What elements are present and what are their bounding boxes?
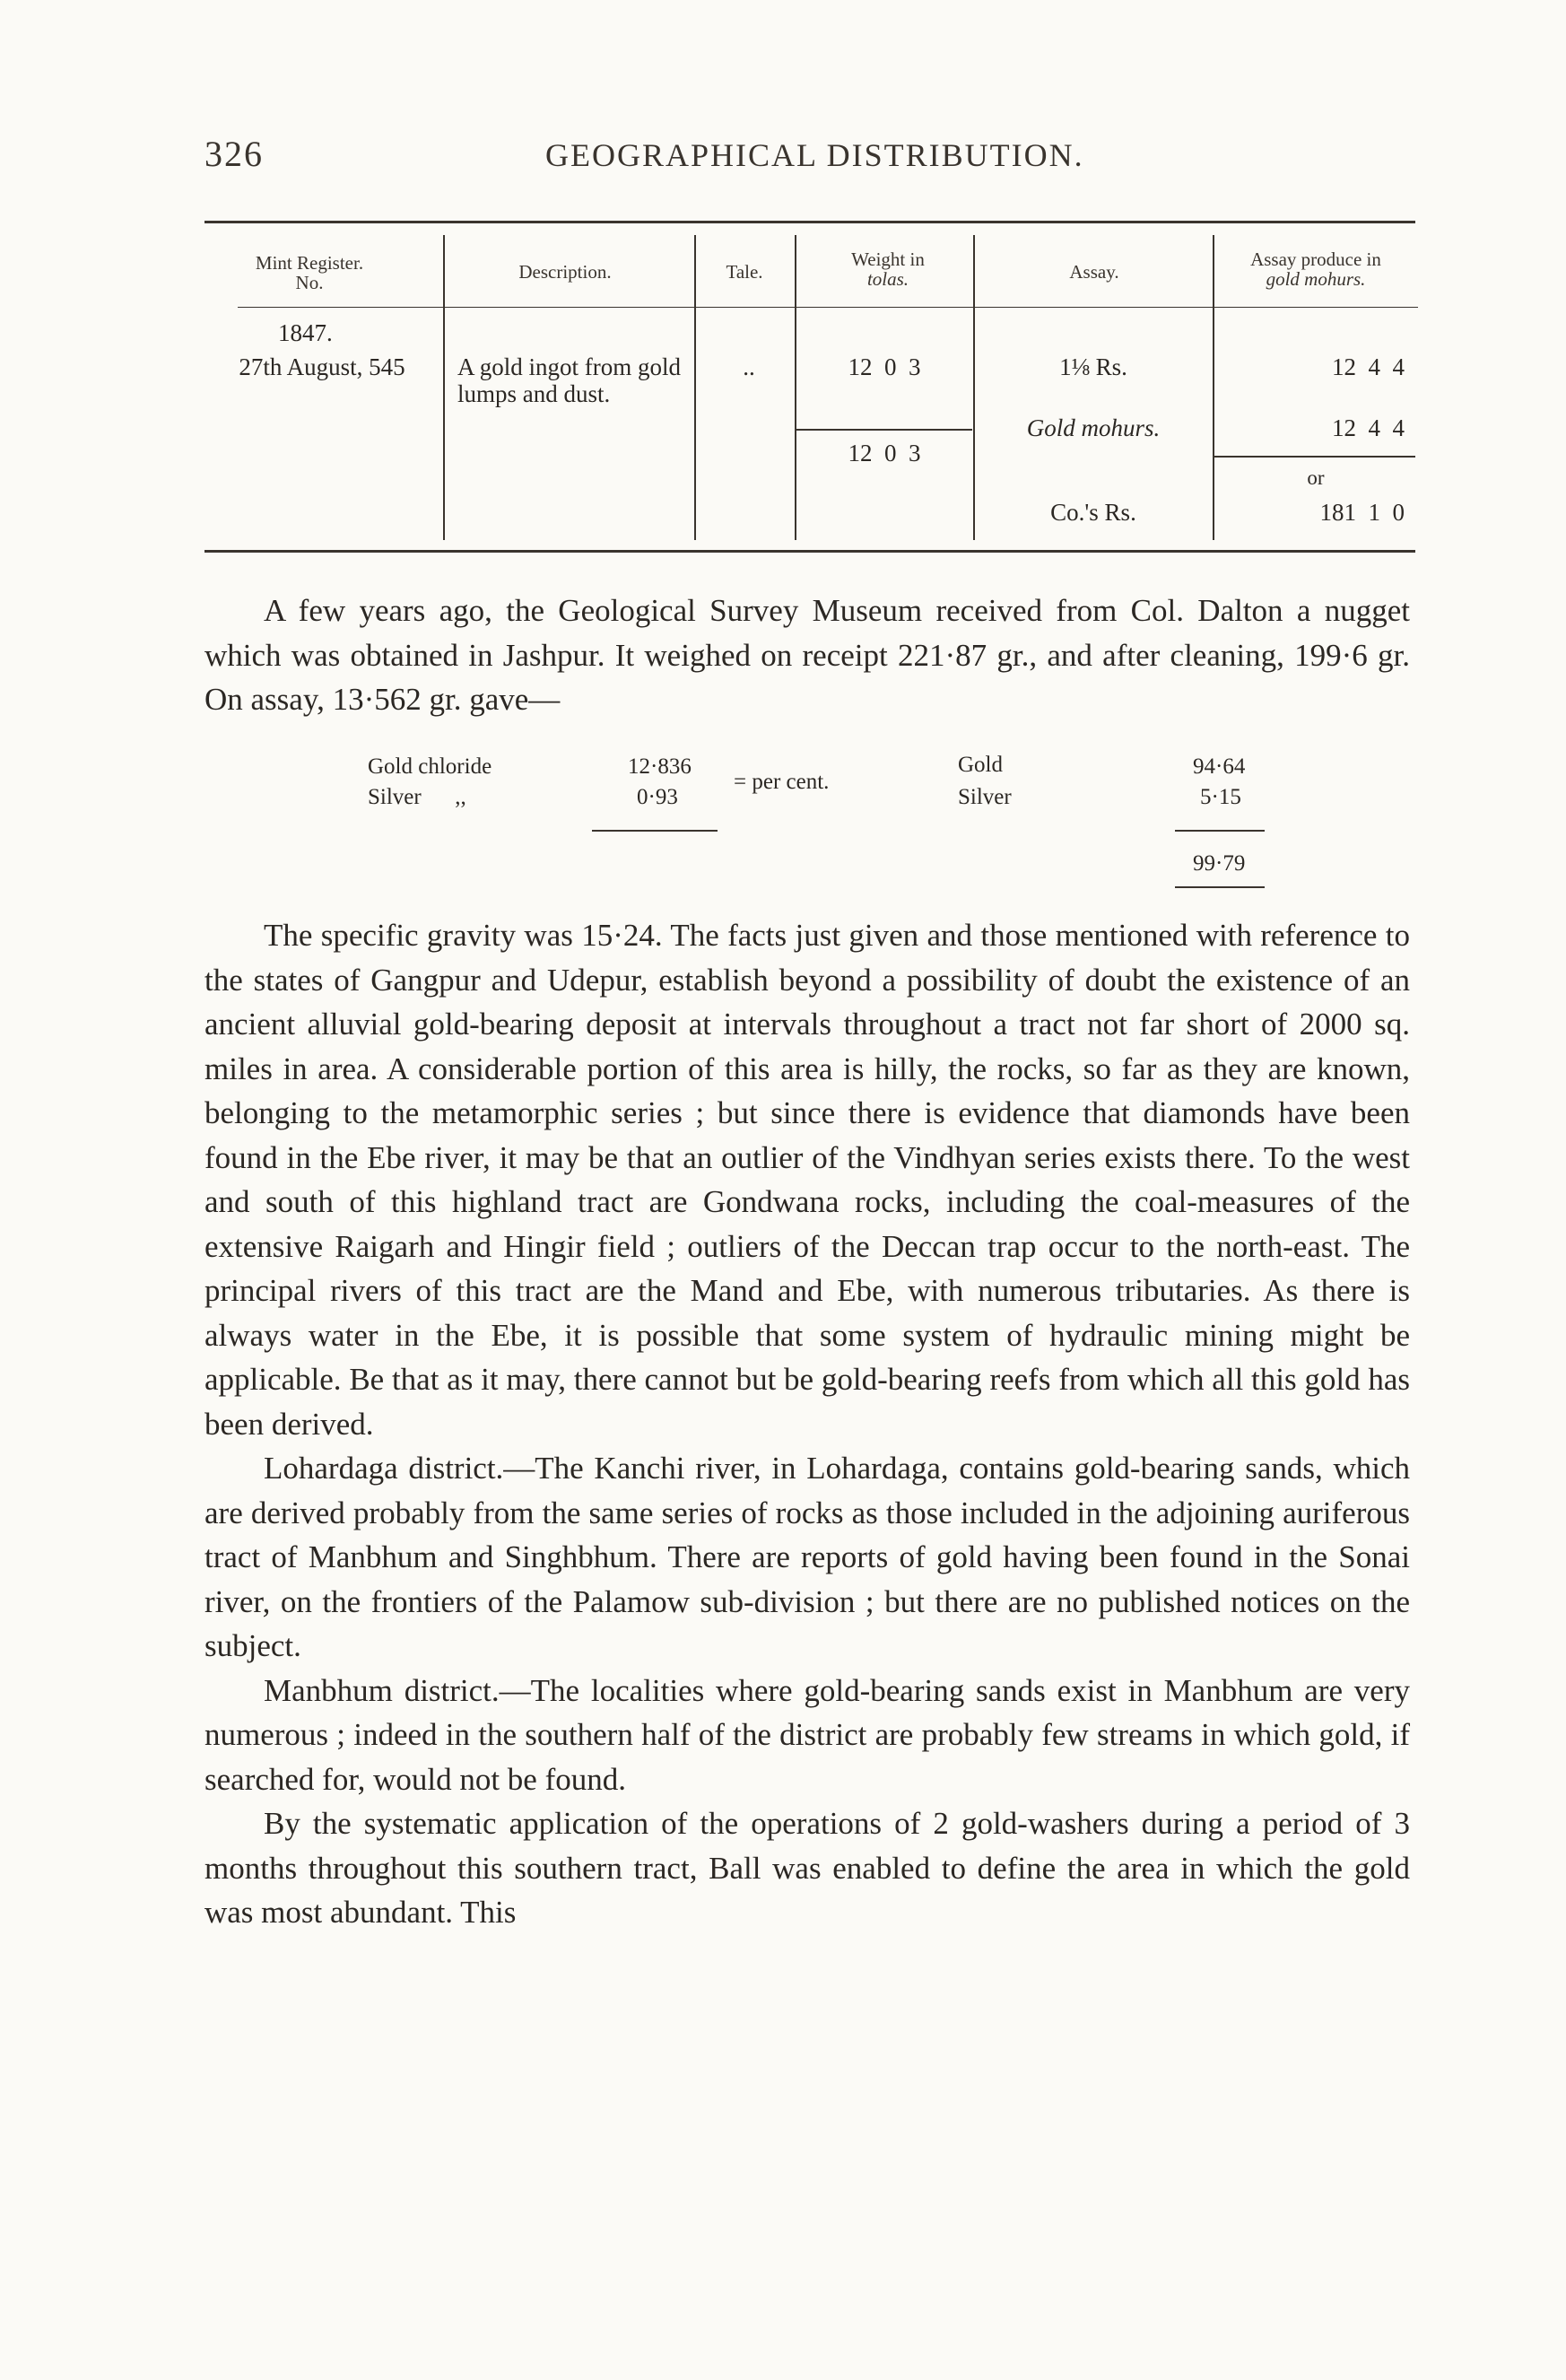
table-header-rule — [238, 307, 1418, 308]
table-bottom-rule — [204, 550, 1415, 553]
col-divider — [694, 235, 696, 540]
col-divider — [973, 235, 975, 540]
silver2-label: Silver — [958, 785, 1012, 809]
row-assay-co: Co.'s Rs. — [1050, 499, 1136, 526]
row-date-no: 27th August, 545 — [239, 353, 405, 380]
row-produce-or: or — [1307, 466, 1325, 489]
col-divider — [795, 235, 796, 540]
paragraph-specific-gravity: The specific gravity was 15·24. The facts just given and those mentioned with reference to the states of Gangpur and Udepur, establish beyond a possibility of doubt the existence of an ancient alluvial gold-bearing deposit at intervals throughout a tract not far short of 2000 sq. miles in area. A considerable portion of this area is hilly, the rocks, so far as they are known, belonging to the metamorphic series ; but since there is evidence that diamonds have been found in the Ebe river, it may be that an outlier of the Vindhyan series exists there. To the west and south of this highland tract are Gondwana rocks, including the coal-measures of the extensive Raigarh and Hingir field ; outliers of the Deccan trap occur to the north-east. The principal rivers of this tract are the Mand and Ebe, with numerous tributaries. As there is always water in the Ebe, it is possible that some system of hydraulic mining might be applicable. Be that as it may, there cannot but be gold-bearing reefs from which all this gold has been derived. — [204, 918, 1410, 1442]
row-weight-1: 12 0 3 — [848, 353, 921, 380]
header-tale: Tale. — [726, 261, 763, 283]
gold-value: 94·64 — [1193, 754, 1246, 779]
col-divider — [1213, 235, 1214, 540]
table-top-rule — [204, 221, 1415, 223]
row-weight-2: 12 0 3 — [848, 440, 921, 466]
paragraph-nugget: A few years ago, the Geological Survey Museum received from Col. Dalton a nugget which was obtained in Jashpur. It weighed on receipt 221·87 gr., and after cleaning, 199·6 gr. On assay, 13·562 gr. gave— — [204, 593, 1410, 717]
row-assay-fraction: 1⅛ Rs. — [1059, 353, 1127, 380]
row-description: A gold ingot from gold lumps and dust. — [457, 353, 681, 407]
produce-subtotal-rule — [1214, 456, 1415, 458]
page-number: 326 — [204, 134, 264, 174]
row-assay-gold: Gold mohurs. — [1026, 414, 1161, 441]
header-produce-line1: Assay produce in — [1250, 248, 1381, 270]
header-mint: Mint Register. No. — [255, 252, 364, 293]
brace-equals: = per cent. — [734, 770, 830, 794]
row-tale: .. — [743, 353, 755, 380]
header-description: Description. — [518, 261, 612, 283]
row-produce-3: 181 1 0 — [1319, 499, 1405, 526]
body-text — [204, 913, 1410, 1935]
assay-total-rule — [1175, 886, 1265, 888]
header-produce-line2: gold mohurs. — [1266, 268, 1366, 290]
gold-chloride-label: Gold chloride — [368, 754, 492, 779]
row-produce-1: 12 4 4 — [1332, 353, 1405, 380]
row-produce-2: 12 4 4 — [1332, 414, 1405, 441]
page-title: GEOGRAPHICAL DISTRIBUTION. — [545, 137, 1084, 173]
assay-total: 99·79 — [1193, 851, 1246, 876]
weight-subtotal-rule — [796, 429, 972, 431]
header-weight — [807, 249, 969, 289]
paragraph-gold-washers: By the systematic application of the operations of 2 gold-washers during a period of 3 months throughout this southern tract, Ball was enabled to define the area in which the gold was most abundant. This — [204, 1806, 1410, 1930]
row-year: 1847. — [278, 319, 333, 346]
assay-right-rule — [1175, 830, 1265, 832]
paragraph-lohardaga: Lohardaga district.—The Kanchi river, in Lohardaga, contains gold-bearing sands, which are derived probably from the same series of rocks as those included in the adjoining auriferous tract of Manbhum and Singhbhum. There are reports of gold having been found in the Sonai river, on the frontiers of the Palamow sub-division ; but there are no published notices on the subject. — [204, 1451, 1410, 1663]
silver-label: Silver ,, — [368, 785, 466, 809]
header-weight-line2: tolas. — [866, 268, 909, 290]
header-weight-line1: Weight in — [851, 248, 925, 270]
header-assay: Assay. — [1069, 261, 1119, 283]
header-produce — [1222, 249, 1410, 289]
gold-chloride-value: 12·836 — [628, 754, 692, 779]
col-divider — [443, 235, 445, 540]
assay-left-rule — [592, 830, 718, 832]
page-header — [204, 133, 1362, 187]
silver-value: 0·93 — [637, 785, 678, 809]
silver2-value: 5·15 — [1200, 785, 1241, 809]
gold-label: Gold — [958, 753, 1003, 777]
paragraph-manbhum: Manbhum district.—The localities where gold-bearing sands exist in Manbhum are very numerous ; indeed in the southern half of the district are probably few streams in which gold, if searched for, would not be found. — [204, 1672, 1410, 1797]
